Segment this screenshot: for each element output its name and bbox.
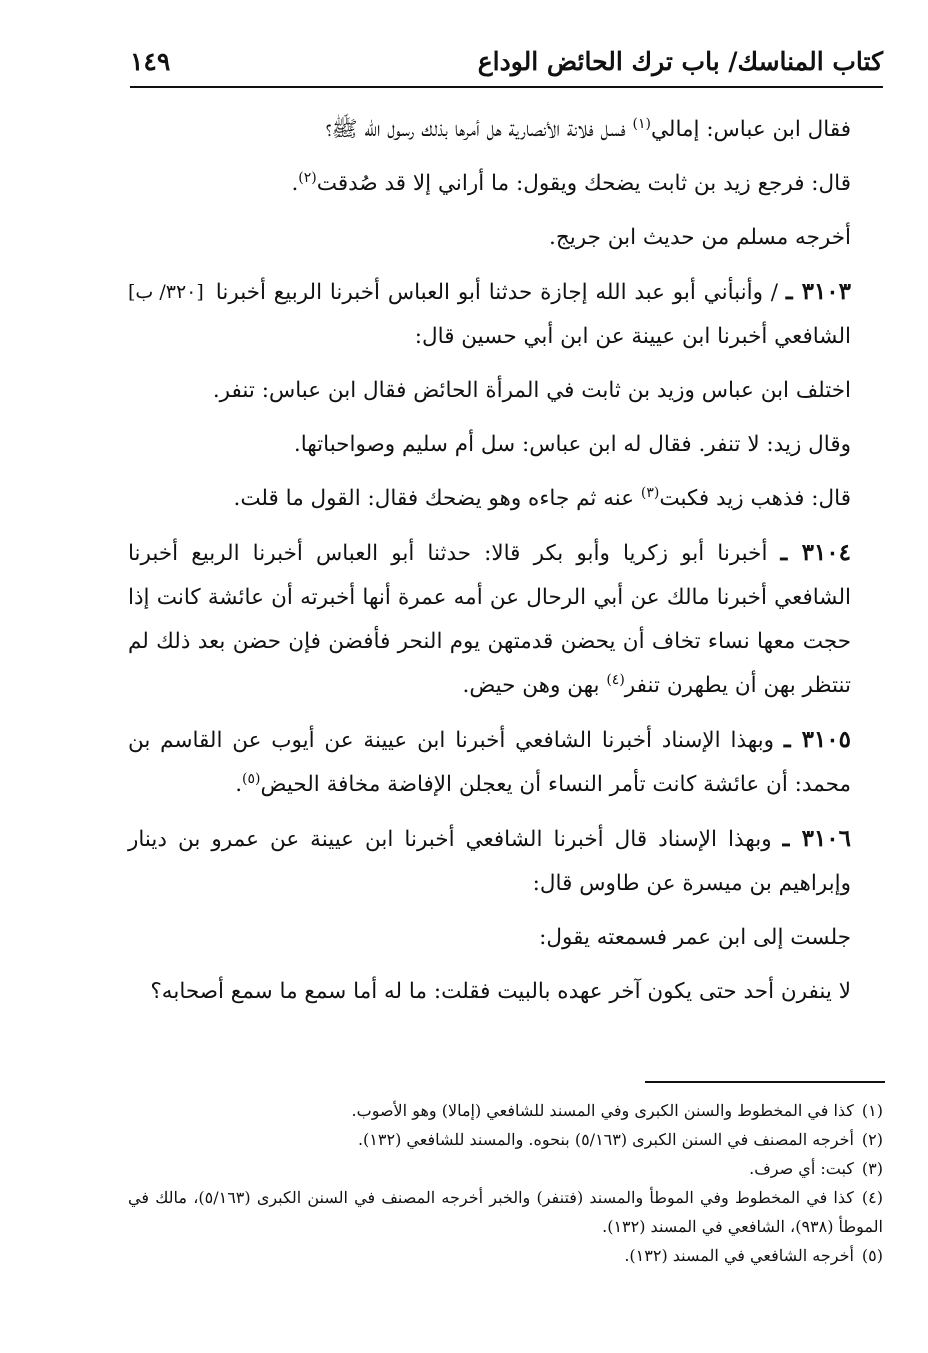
hadith-3104 — [128, 531, 883, 708]
hadith-number: ٣١٠٣ ـ — [785, 278, 851, 305]
hadith-text: وبهذا الإسناد أخبرنا الشافعي أخبرنا ابن عيينة عن أيوب عن القاسم بن محمد: أن عائشة كانت تأمر النساء أن يعجلن الإفاضة مخافة الحيض — [128, 728, 851, 797]
hadith-text: / وأنبأني أبو عبد الله إجازة حدثنا أبو العباس أخبرنا الربيع أخبرنا الشافعي أخبرنا ابن عيينة عن ابن أبي حسين قال: — [215, 280, 851, 349]
footnote-number: (٣) — [861, 1159, 883, 1178]
main-text — [128, 108, 883, 1024]
paragraph-text: . — [291, 171, 299, 196]
footnote-number: (٥) — [861, 1246, 883, 1265]
hadith-3105 — [128, 718, 883, 807]
hadith-text: أخبرنا أبو زكريا وأبو بكر قالا: حدثنا أبو العباس أخبرنا الربيع أخبرنا الشافعي أخبرنا مالك عن أبي الرحال عن أمه عمرة أنها أخبرته أن عائشة كانت إذا حجت معها نساء تخاف أن يحضن قدمتهن يوم النحر فأفضن فإن حضن بعد ذلك لم تنتظر بهن أن يطهرن تنفر — [128, 541, 851, 698]
page-number: ١٤٩ — [130, 46, 171, 76]
paragraph — [128, 162, 883, 206]
paragraph-text: عنه ثم جاءه وهو يضحك فقال: القول ما قلت. — [233, 486, 641, 511]
hadith-number: ٣١٠٤ ـ — [780, 539, 851, 566]
footnote-text: كذا في المخطوط وفي الموطأ والمسند (فتنفر) والخبر أخرجه المصنف في السنن الكبرى (٥/١٦٣)، مالك في الموطأ (٩٣٨)، الشافعي في المسند (١٣٢). — [128, 1188, 883, 1236]
paragraph — [128, 108, 883, 152]
footnote — [128, 1183, 883, 1241]
hadith-3103 — [128, 270, 883, 359]
footnote-number: (١) — [861, 1101, 883, 1120]
footnote-ref: (٢) — [298, 169, 317, 186]
footnote-ref: (٥) — [242, 770, 261, 787]
footnote-text: كبت: أي صرف. — [749, 1159, 854, 1178]
footnote-separator — [645, 1081, 885, 1083]
footnotes — [128, 1096, 883, 1270]
running-title: كتاب المناسك/ باب ترك الحائض الوداع — [477, 46, 883, 76]
hadith-3106 — [128, 817, 883, 906]
paragraph: وقال زيد: لا تنفر. فقال له ابن عباس: سل أم سليم وصواحباتها. — [293, 432, 851, 457]
paragraph-text: فقال ابن عباس: إمالي — [650, 117, 851, 142]
footnote-ref: (٣) — [640, 484, 660, 501]
paragraph-text: فسل فلانة الأنصارية هل أمرها بذلك رسول الله ﷺ؟ — [325, 117, 633, 142]
hadith-text: وبهذا الإسناد قال أخبرنا الشافعي أخبرنا ابن عيينة عن عمرو بن دينار وإبراهيم بن ميسرة عن طاوس قال: — [128, 827, 851, 896]
hadith-text: . — [235, 772, 243, 797]
footnote — [128, 1241, 883, 1270]
paragraph-text: قال: فذهب زيد فكبت — [659, 486, 851, 511]
manuscript-folio-marker: [٣٢٠/ ب] — [128, 281, 204, 303]
footnote-text: أخرجه الشافعي في المسند (١٣٢). — [624, 1246, 854, 1265]
footnote-number: (٤) — [861, 1188, 883, 1207]
footnote-text: أخرجه المصنف في السنن الكبرى (٥/١٦٣) بنحوه. والمسند للشافعي (١٣٢). — [357, 1130, 854, 1149]
paragraph: لا ينفرن أحد حتى يكون آخر عهده بالبيت فقلت: ما له أما سمع ما سمع أصحابه؟ — [150, 979, 851, 1004]
footnote-number: (٢) — [861, 1130, 883, 1149]
footnote — [128, 1154, 883, 1183]
footnote — [128, 1096, 883, 1125]
paragraph-text: قال: فرجع زيد بن ثابت يضحك ويقول: ما أراني إلا قد صُدقت — [316, 171, 851, 196]
hadith-number: ٣١٠٦ ـ — [782, 825, 851, 852]
page-header — [130, 36, 883, 88]
paragraph: جلست إلى ابن عمر فسمعته يقول: — [539, 925, 851, 950]
hadith-number: ٣١٠٥ ـ — [783, 726, 851, 753]
paragraph: اختلف ابن عباس وزيد بن ثابت في المرأة الحائض فقال ابن عباس: تنفر. — [212, 378, 851, 403]
footnote-ref: (٤) — [606, 671, 625, 688]
paragraph: أخرجه مسلم من حديث ابن جريج. — [549, 225, 851, 250]
hadith-text: بهن وهن حيض. — [462, 673, 607, 698]
footnote-text: كذا في المخطوط والسنن الكبرى وفي المسند للشافعي (إمالا) وهو الأصوب. — [351, 1101, 854, 1120]
paragraph — [128, 477, 883, 521]
footnote — [128, 1125, 883, 1154]
footnote-ref: (١) — [632, 115, 651, 132]
